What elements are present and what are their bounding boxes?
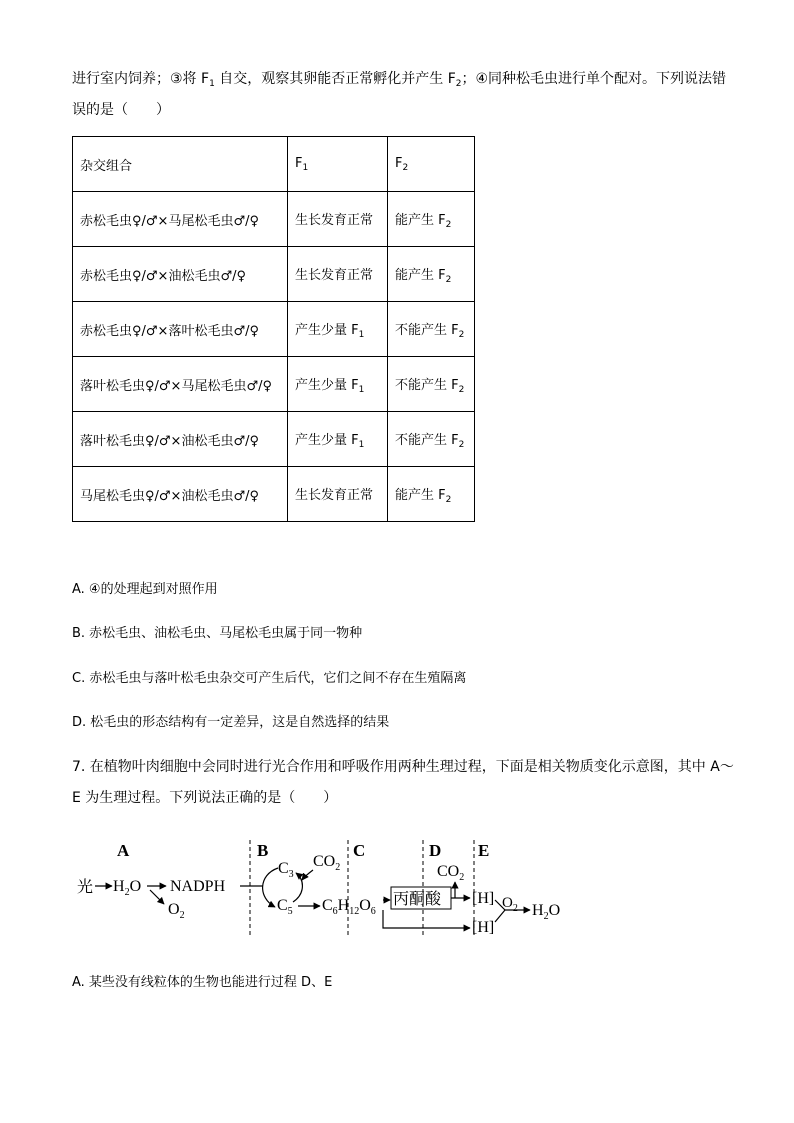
- row-combo: 赤松毛虫♀/♂×马尾松毛虫♂/♀: [73, 192, 288, 247]
- merge-line-lower: [495, 910, 505, 922]
- option-6b: B. 赤松毛虫、油松毛虫、马尾松毛虫属于同一物种: [72, 626, 363, 641]
- row-f1: 生长发育正常: [288, 192, 388, 247]
- question7-line2: E 为生理过程。下列说法正确的是（ ）: [72, 790, 338, 806]
- co2-label-b: $CO_2$: [313, 853, 341, 873]
- nadph-label: NADPH: [170, 878, 226, 895]
- row-combo: 落叶松毛虫♀/♂×油松毛虫♂/♀: [73, 412, 288, 467]
- question6-intro-line1: 进行室内饲养；③将 $F_1$ 自交，观察其卵能否正常孵化并产生 $F_2$；④同种松毛虫进行单个配对。下列说法错: [72, 71, 727, 89]
- calvin-cycle-right-arc: [293, 873, 302, 902]
- row-combo: 马尾松毛虫♀/♂×油松毛虫♂/♀: [73, 467, 288, 522]
- process-label-b: B: [257, 841, 269, 860]
- table-row: [73, 357, 475, 412]
- option-6a: A. ④的处理起到对照作用: [72, 582, 218, 597]
- table-row: [73, 467, 475, 522]
- question7-line1: 7. 在植物叶肉细胞中会同时进行光合作用和呼吸作用两种生理过程，下面是相关物质变化示意图，其中 A～: [72, 759, 734, 775]
- row-f1: 产生少量 $F_1$: [288, 412, 388, 467]
- row-combo: 赤松毛虫♀/♂×油松毛虫♂/♀: [73, 247, 288, 302]
- table-row: [73, 192, 475, 247]
- process-label-c: C: [353, 841, 366, 860]
- row-f1: 生长发育正常: [288, 467, 388, 522]
- glucose-label: $C_6H_{12}O_6$: [322, 897, 376, 917]
- c3-label: $C_3$: [278, 860, 294, 880]
- nadh-upper-label: [H]: [472, 890, 495, 907]
- process-label-d: D: [429, 841, 442, 860]
- option-6d: D. 松毛虫的形态结构有一定差异，这是自然选择的结果: [72, 715, 390, 730]
- row-f2: 能产生 $F_2$: [388, 467, 475, 522]
- pyruvate-label: 丙酮酸: [393, 891, 442, 908]
- option-6c: C. 赤松毛虫与落叶松毛虫杂交可产生后代，它们之间不存在生殖隔离: [72, 671, 467, 686]
- table-row: [73, 302, 475, 357]
- water-label-e: $H_2O$: [532, 902, 561, 922]
- c5-label: $C_5$: [277, 897, 293, 917]
- water-label: $H_2O$: [113, 878, 142, 898]
- table-row: [73, 247, 475, 302]
- header-combo: 杂交组合: [73, 137, 288, 192]
- calvin-cycle-left-arc: [263, 868, 278, 907]
- header-f2: $F_2$: [388, 137, 475, 192]
- row-combo: 落叶松毛虫♀/♂×马尾松毛虫♂/♀: [73, 357, 288, 412]
- co2-label-d: $CO_2$: [437, 863, 465, 883]
- option-7a: A. 某些没有线粒体的生物也能进行过程 D、E: [72, 975, 333, 990]
- table-row: [73, 412, 475, 467]
- oxygen-label-a: $O_2$: [168, 901, 185, 921]
- oxygen-label-e: $O_2$: [502, 895, 518, 914]
- table-header-row: [73, 137, 475, 192]
- metabolism-diagram: [0, 830, 794, 950]
- header-f1: $F_1$: [288, 137, 388, 192]
- row-f2: 不能产生 $F_2$: [388, 412, 475, 467]
- row-f1: 产生少量 $F_1$: [288, 302, 388, 357]
- row-f2: 不能产生 $F_2$: [388, 357, 475, 412]
- row-f2: 能产生 $F_2$: [388, 247, 475, 302]
- process-label-a: A: [117, 841, 130, 860]
- question6-intro-line2: 误的是（ ）: [72, 102, 170, 118]
- row-f2: 能产生 $F_2$: [388, 192, 475, 247]
- row-combo: 赤松毛虫♀/♂×落叶松毛虫♂/♀: [73, 302, 288, 357]
- process-label-e: E: [478, 841, 490, 860]
- light-label: 光: [77, 879, 94, 896]
- row-f1: 生长发育正常: [288, 247, 388, 302]
- row-f1: 产生少量 $F_1$: [288, 357, 388, 412]
- row-f2: 不能产生 $F_2$: [388, 302, 475, 357]
- hybridization-table: [72, 136, 475, 522]
- nadh-lower-label: [H]: [472, 919, 495, 936]
